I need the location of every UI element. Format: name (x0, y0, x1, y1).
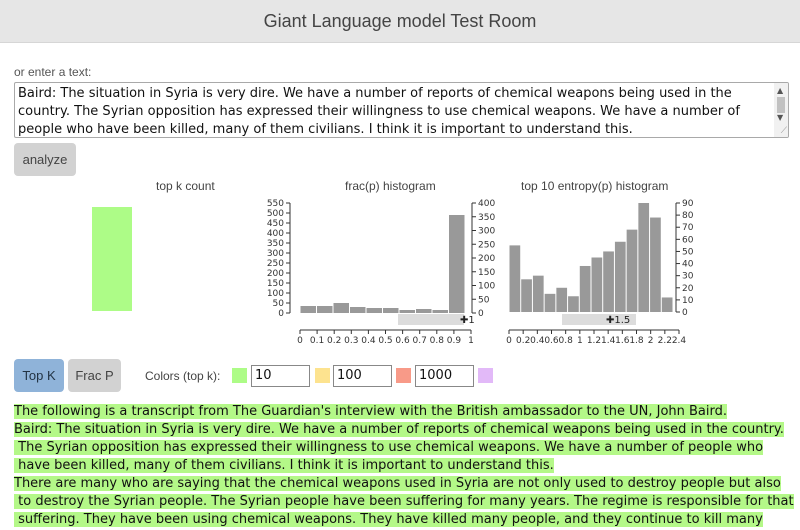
entropy-x-tick-label: 2.2 (657, 336, 672, 346)
topk-bar (92, 207, 132, 311)
colors-label: Colors (top k): (145, 369, 221, 383)
frac-right-tick-label: 350 (478, 212, 496, 223)
token-highlight: have been killed, many of them civilians. I think it is important to understand this. (14, 458, 554, 473)
entropy-bar (615, 242, 626, 312)
color-swatch-purple[interactable] (478, 368, 493, 383)
entropy-bar (510, 245, 521, 312)
entropy-x-tick-label: 1.4 (601, 336, 616, 346)
frac-left-tick-label: 100 (266, 289, 284, 299)
output-line (14, 511, 794, 529)
token-highlight: to destroy the Syrian people. The Syrian people have been suffering for many years. The regime is responsible for that (14, 494, 794, 509)
frac-left-tick-label: 150 (266, 279, 284, 289)
frac-x-tick-label: 0 (297, 336, 303, 346)
frac-left-tick-label: 550 (266, 199, 284, 209)
scroll-up-icon[interactable]: ▲ (777, 86, 784, 95)
entropy-x-tick-label: 0.2 (516, 336, 531, 346)
entropy-right-tick-label: 20 (682, 283, 694, 294)
frac-x-tick-label: 0.1 (309, 336, 325, 346)
frac-histogram (267, 199, 496, 346)
frac-left-tick-label: 50 (272, 299, 284, 309)
entropy-x-tick-label: 2.4 (671, 336, 687, 346)
text-input-value[interactable]: Baird: The situation in Syria is very dire. We have a number of reports of chemical weapons being used in the country. The Syrian opposition has expressed their willingness to use chemical weapons. We have a number of people who have been killed, many of them civilians. I think it is important to understand this. (18, 86, 740, 137)
entropy-x-tick-label: 1.6 (615, 336, 630, 346)
token-highlight: There are many who are saying that the chemical weapons used in Syria are not only used to destroy people but also (14, 476, 781, 491)
entropy-right-tick-label: 50 (682, 247, 694, 258)
top-k-button[interactable]: Top K (14, 359, 64, 392)
entropy-bar (533, 276, 544, 312)
frac-right-tick-label: 200 (478, 254, 496, 264)
frac-bar (350, 307, 366, 313)
color-swatch-yellow[interactable] (315, 368, 330, 383)
threshold-input-1[interactable]: 10 (251, 365, 310, 387)
entropy-bar (638, 203, 649, 312)
entropy-histogram (506, 199, 694, 346)
entropy-right-tick-label: 10 (682, 295, 694, 306)
entropy-x-tick-label: 0 (506, 336, 512, 346)
frac-x-tick-label: 0.3 (344, 336, 359, 346)
frac-x-tick-label: 0.5 (378, 336, 393, 346)
frac-x-tick-label: 0.9 (446, 336, 462, 346)
analyzed-text-output (14, 403, 794, 529)
frac-right-tick-label: 250 (478, 240, 496, 251)
color-swatch-green[interactable] (232, 368, 247, 383)
frac-right-tick-label: 100 (478, 281, 496, 292)
entropy-bar (592, 258, 603, 313)
color-swatch-red[interactable] (396, 368, 411, 383)
frac-left-tick-label: 500 (266, 209, 284, 219)
frac-right-tick-label: 50 (478, 295, 490, 306)
frac-bar (416, 309, 432, 313)
frac-title: frac(p) histogram (345, 179, 436, 193)
frac-right-tick-label: 0 (478, 309, 484, 319)
output-line (14, 457, 794, 475)
entropy-bar (580, 266, 591, 312)
entropy-bar (521, 279, 532, 312)
frac-x-tick-label: 0.8 (429, 336, 444, 346)
frac-left-tick-label: 0 (278, 309, 284, 319)
frac-left-tick-label: 300 (266, 249, 284, 259)
output-line (14, 493, 794, 511)
frac-x-tick-label: 0.6 (395, 336, 410, 346)
frac-x-tick-label: 0.7 (412, 336, 427, 346)
token-highlight: Baird: The situation in Syria is very dire. We have a number of reports of chemical weapons being used in the country. (14, 422, 784, 437)
output-line (14, 439, 794, 457)
token-highlight: The Syrian opposition has expressed their willingness to use chemical weapons. We have a number of people who (14, 440, 764, 455)
entropy-right-tick-label: 30 (682, 271, 694, 282)
entropy-right-tick-label: 70 (682, 223, 694, 234)
frac-bar (301, 306, 317, 313)
frac-x-tick-label: 0.2 (327, 336, 342, 346)
frac-p-button[interactable]: Frac P (68, 359, 121, 392)
entropy-right-tick-label: 0 (682, 308, 688, 318)
entropy-bar (556, 288, 567, 312)
entropy-bar (650, 218, 661, 312)
entropy-title: top 10 entropy(p) histogram (521, 179, 669, 193)
frac-bar (433, 310, 449, 313)
entropy-x-tick-label: 0.6 (544, 336, 559, 346)
output-line (14, 403, 794, 421)
page-title: Giant Language model Test Room (263, 11, 537, 31)
resize-grip-icon[interactable]: ⟋ (780, 126, 787, 136)
topk-title: top k count (156, 179, 215, 193)
entropy-brush-label: ✚1.5 (606, 315, 631, 326)
frac-right-tick-label: 150 (478, 267, 496, 278)
output-line (14, 421, 794, 439)
entropy-bar (627, 230, 638, 312)
frac-bar (383, 308, 399, 313)
frac-left-tick-label: 350 (266, 239, 284, 249)
entropy-x-tick-label: 1 (576, 336, 583, 346)
entropy-x-tick-label: 2 (647, 336, 654, 346)
output-line (14, 475, 794, 493)
entropy-bar (662, 297, 673, 312)
frac-bar (449, 215, 465, 313)
frac-left-tick-label: 200 (266, 269, 284, 279)
frac-brush (398, 314, 464, 325)
input-label: or enter a text: (14, 65, 92, 79)
frac-right-tick-label: 400 (478, 199, 496, 209)
frac-right-tick-label: 300 (478, 226, 496, 237)
token-highlight: The following is a transcript from The Guardian's interview with the British ambassador to the UN, John Baird. (14, 404, 728, 419)
frac-left-tick-label: 250 (266, 259, 284, 269)
entropy-right-tick-label: 90 (682, 199, 694, 209)
threshold-input-3[interactable]: 1000 (415, 365, 474, 387)
entropy-x-tick-label: 0.4 (530, 336, 545, 346)
analyze-button[interactable]: analyze (14, 143, 76, 176)
frac-left-tick-label: 400 (266, 229, 284, 239)
frac-bar (367, 308, 383, 313)
frac-brush-label: ✚1 (460, 315, 475, 326)
token-highlight: suffering. They have been using chemical weapons. They have killed many people, and they continue to kill many (14, 512, 763, 527)
entropy-bar (603, 251, 614, 312)
frac-left-tick-label: 450 (266, 219, 284, 229)
entropy-right-tick-label: 60 (682, 235, 694, 246)
entropy-x-tick-label: 0.8 (558, 336, 573, 346)
threshold-input-2[interactable]: 100 (333, 365, 392, 387)
frac-x-tick-label: 0.4 (361, 336, 376, 346)
entropy-bar (568, 296, 579, 312)
frac-bar (334, 303, 350, 313)
entropy-bar (545, 294, 556, 312)
frac-bar (317, 306, 333, 313)
entropy-x-tick-label: 1.2 (586, 336, 602, 346)
entropy-x-tick-label: 1.8 (629, 336, 644, 346)
entropy-right-tick-label: 80 (682, 211, 694, 222)
frac-bar (400, 310, 416, 313)
frac-x-tick-label: 1 (468, 336, 474, 346)
scroll-down-icon[interactable]: ▼ (777, 113, 784, 122)
entropy-right-tick-label: 40 (682, 259, 694, 270)
